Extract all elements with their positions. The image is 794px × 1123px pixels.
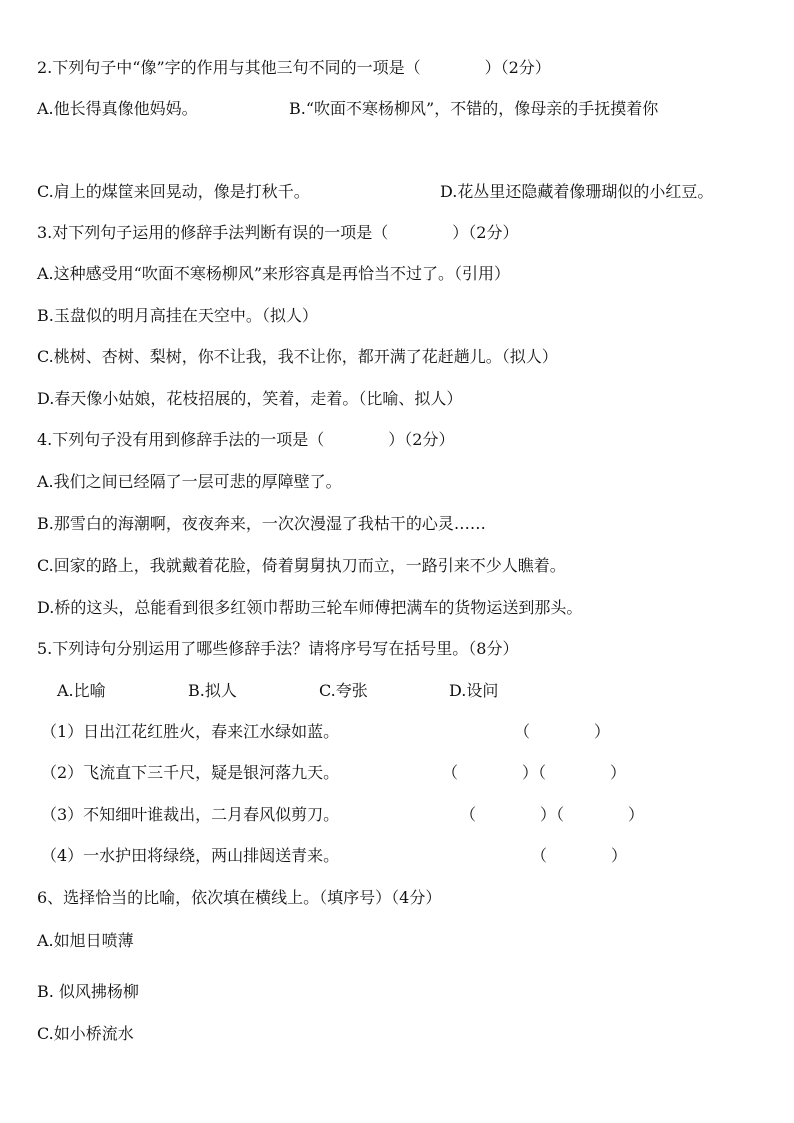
- q2-option-d: D.花丛里还隐藏着像珊瑚似的小红豆。: [440, 182, 714, 201]
- q2-option-b: B.“吹面不寒杨柳风”，不错的，像母亲的手抚摸着你: [289, 99, 659, 118]
- q4-option-c: C.回家的路上，我就戴着花脸，倚着舅舅执刀而立，一路引来不少人瞧着。: [37, 556, 566, 575]
- q2-stem: 2.下列句子中“像”字的作用与其他三句不同的一项是（ ）（2分）: [37, 58, 551, 77]
- q3-option-a: A.这种感受用“吹面不寒杨柳风”来形容真是再恰当不过了。（引用）: [37, 264, 511, 283]
- q5-item-3-blank: （ ）（ ）: [460, 805, 645, 824]
- q2-option-c: C.肩上的煤筐来回晃动，像是打秋千。: [37, 182, 310, 201]
- q5-stem: 5.下列诗句分别运用了哪些修辞手法？请将序号写在括号里。（8分）: [37, 639, 519, 658]
- q6-option-c: C.如小桥流水: [37, 1024, 134, 1043]
- q4-option-a: A.我们之间已经隔了一层可悲的厚障壁了。: [37, 472, 342, 491]
- q3-option-b: B.玉盘似的明月高挂在天空中。（拟人）: [37, 306, 318, 325]
- q6-option-a: A.如旭日喷薄: [37, 931, 134, 950]
- q3-stem: 3.对下列句子运用的修辞手法判断有误的一项是（ ）（2分）: [37, 223, 519, 242]
- q5-item-4-blank: （ ）: [531, 846, 628, 865]
- q3-option-c: C.桃树、杏树、梨树，你不让我，我不让你，都开满了花赶趟儿。（拟人）: [37, 347, 558, 366]
- q2-option-a: A.他长得真像他妈妈。: [37, 99, 198, 118]
- q5-item-2: （2）飞流直下三千尺，疑是银河落九天。: [41, 763, 340, 782]
- q5-item-1-blank: （ ）: [514, 722, 611, 741]
- q3-option-d: D.春天像小姑娘，花枝招展的，笑着，走着。（比喻、拟人）: [37, 389, 463, 408]
- q6-option-b: B. 似风拂杨柳: [37, 982, 139, 1001]
- q5-option-b: B.拟人: [188, 681, 237, 700]
- q5-option-d: D.设问: [449, 681, 499, 700]
- q5-option-a: A.比喻: [57, 681, 106, 700]
- q4-stem: 4.下列句子没有用到修辞手法的一项是（ ）（2分）: [37, 430, 455, 449]
- q4-option-d: D.桥的这头，总能看到很多红领巾帮助三轮车师傅把满车的货物运送到那头。: [37, 598, 583, 617]
- q4-option-b: B.那雪白的海潮啊，夜夜奔来，一次次漫湿了我枯干的心灵……: [37, 514, 486, 533]
- q5-item-1: （1）日出江花红胜火，春来江水绿如蓝。: [41, 722, 340, 741]
- q6-stem: 6、选择恰当的比喻，依次填在横线上。（填序号）（4分）: [37, 888, 442, 907]
- q5-item-2-blank: （ ）（ ）: [442, 763, 627, 782]
- q5-item-3: （3）不知细叶谁裁出，二月春风似剪刀。: [41, 805, 340, 824]
- q5-option-c: C.夸张: [319, 681, 368, 700]
- q5-item-4: （4）一水护田将绿绕，两山排闼送青来。: [41, 846, 340, 865]
